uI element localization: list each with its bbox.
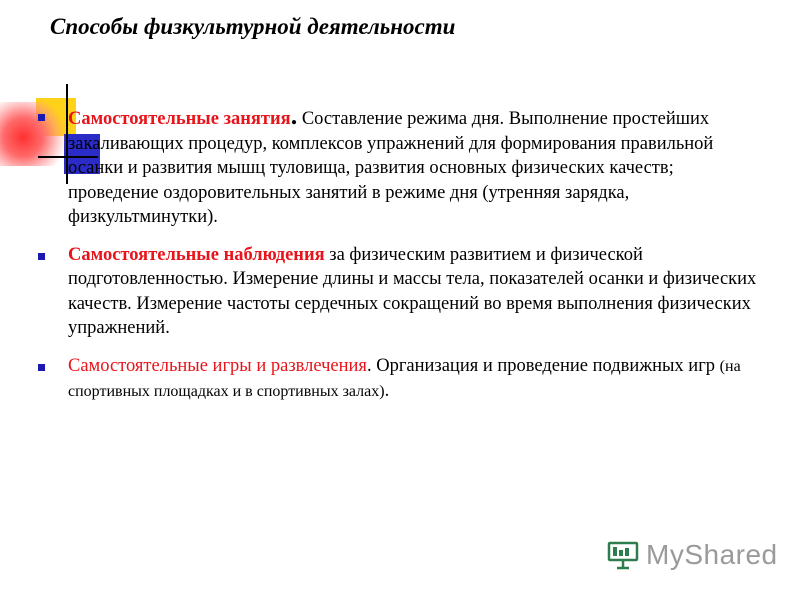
item-text: Составление режима дня. Выполнение простейших закаливающих процедур, комплексов упражнений для формирования правильной осанки и развития мышц туловища, развития основных физических качеств; проведение оздоровительных занятий в режиме дня (утренняя зарядка, физкультминутки). — [68, 109, 714, 227]
item-text: за физическим развитием и физической подготовленностью. Измерение длины и массы тела, показателей осанки и физических качеств. Измерение частоты сердечных сокращений во время выполнения физических упражнений. — [68, 244, 757, 338]
list-item — [38, 101, 758, 230]
square-bullet-icon — [38, 364, 45, 371]
item-text: . Организация и проведение подвижных игр — [366, 355, 720, 376]
square-bullet-icon — [38, 114, 45, 121]
watermark-text: MyShared — [646, 539, 778, 570]
square-bullet-icon — [38, 253, 45, 260]
presentation-board-icon — [606, 540, 640, 570]
item-lead: Самостоятельные занятия — [68, 109, 291, 129]
item-lead-suffix: . — [290, 101, 298, 130]
item-lead: Самостоятельные игры и развлечения — [68, 355, 367, 376]
item-text-small: (на спортивных площадках и в спортивных залах) — [68, 357, 741, 400]
item-text-end: . — [384, 381, 390, 401]
slide-title: Способы физкультурной деятельности — [50, 14, 456, 39]
bullet-list — [38, 101, 758, 418]
list-item — [38, 354, 758, 405]
item-lead: Самостоятельные наблюдения — [68, 244, 325, 265]
myshared-watermark — [606, 538, 778, 572]
list-item — [38, 243, 758, 341]
